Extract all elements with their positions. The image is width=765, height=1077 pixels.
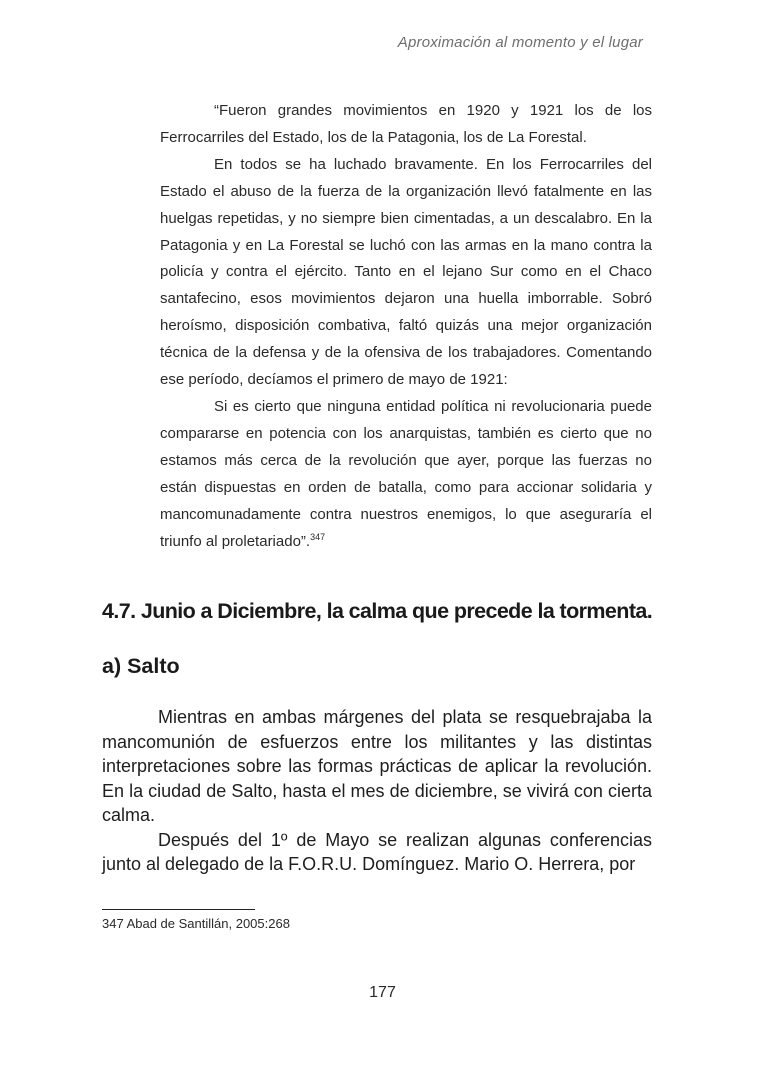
quote-paragraph: “Fueron grandes movimientos en 1920 y 1921 los de los Ferrocarriles del Estado, los de la Patagonia, los de La Forestal.	[160, 102, 652, 146]
quote-paragraph-text: Si es cierto que ninguna entidad política ni revolucionaria puede compararse en potencia con los anarquistas, también es cierto que no estamos más cerca de la revolución que ayer, porque las fuerzas no están dispuestas en orden de batalla, como para accionar solidaria y mancomunadamente contra nuestros enemigos, lo que aseguraría el triunfo al proletariado”.	[160, 397, 652, 550]
footnote: 347 Abad de Santillán, 2005:268	[102, 916, 290, 931]
running-header: Aproximación al momento y el lugar	[397, 34, 643, 51]
block-quote	[160, 98, 652, 555]
section-heading: 4.7. Junio a Diciembre, la calma que precede la tormenta.	[102, 599, 653, 623]
quote-paragraph: En todos se ha luchado bravamente. En los Ferrocarriles del Estado el abuso de la fuerza de la organización llevó fatalmente en las huelgas repetidas, y no siempre bien cimentadas, a un descalabro. En la Patagonia y en La Forestal se luchó con las armas en la mano contra la policía y contra el ejército. Tanto en el lejano Sur como en el Chaco santafecino, esos movimientos dejaron una huella imborrable. Sobró heroísmo, disposición combativa, faltó quizás una mejor organización técnica de la defensa y de la ofensiva de los trabajadores. Comentando ese período, decíamos el primero de mayo de 1921:	[160, 155, 652, 389]
body-paragraph: Después del 1º de Mayo se realizan algunas conferencias junto al delegado de la F.O.R.U. Domínguez. Mario O. Herrera, por	[102, 829, 652, 874]
subsection-heading: a) Salto	[102, 654, 180, 678]
footnote-divider	[102, 909, 255, 910]
footnote-reference: 347	[310, 531, 326, 542]
page-number: 177	[369, 984, 396, 1001]
body-paragraph: Mientras en ambas márgenes del plata se resquebrajaba la mancomunión de esfuerzos entre los militantes y las distintas interpretaciones sobre las formas prácticas de aplicar la revolución. En la ciudad de Salto, hasta el mes de diciembre, se vivirá con cierta calma.	[102, 707, 652, 825]
quote-paragraph	[160, 394, 652, 555]
body-text	[102, 705, 652, 877]
